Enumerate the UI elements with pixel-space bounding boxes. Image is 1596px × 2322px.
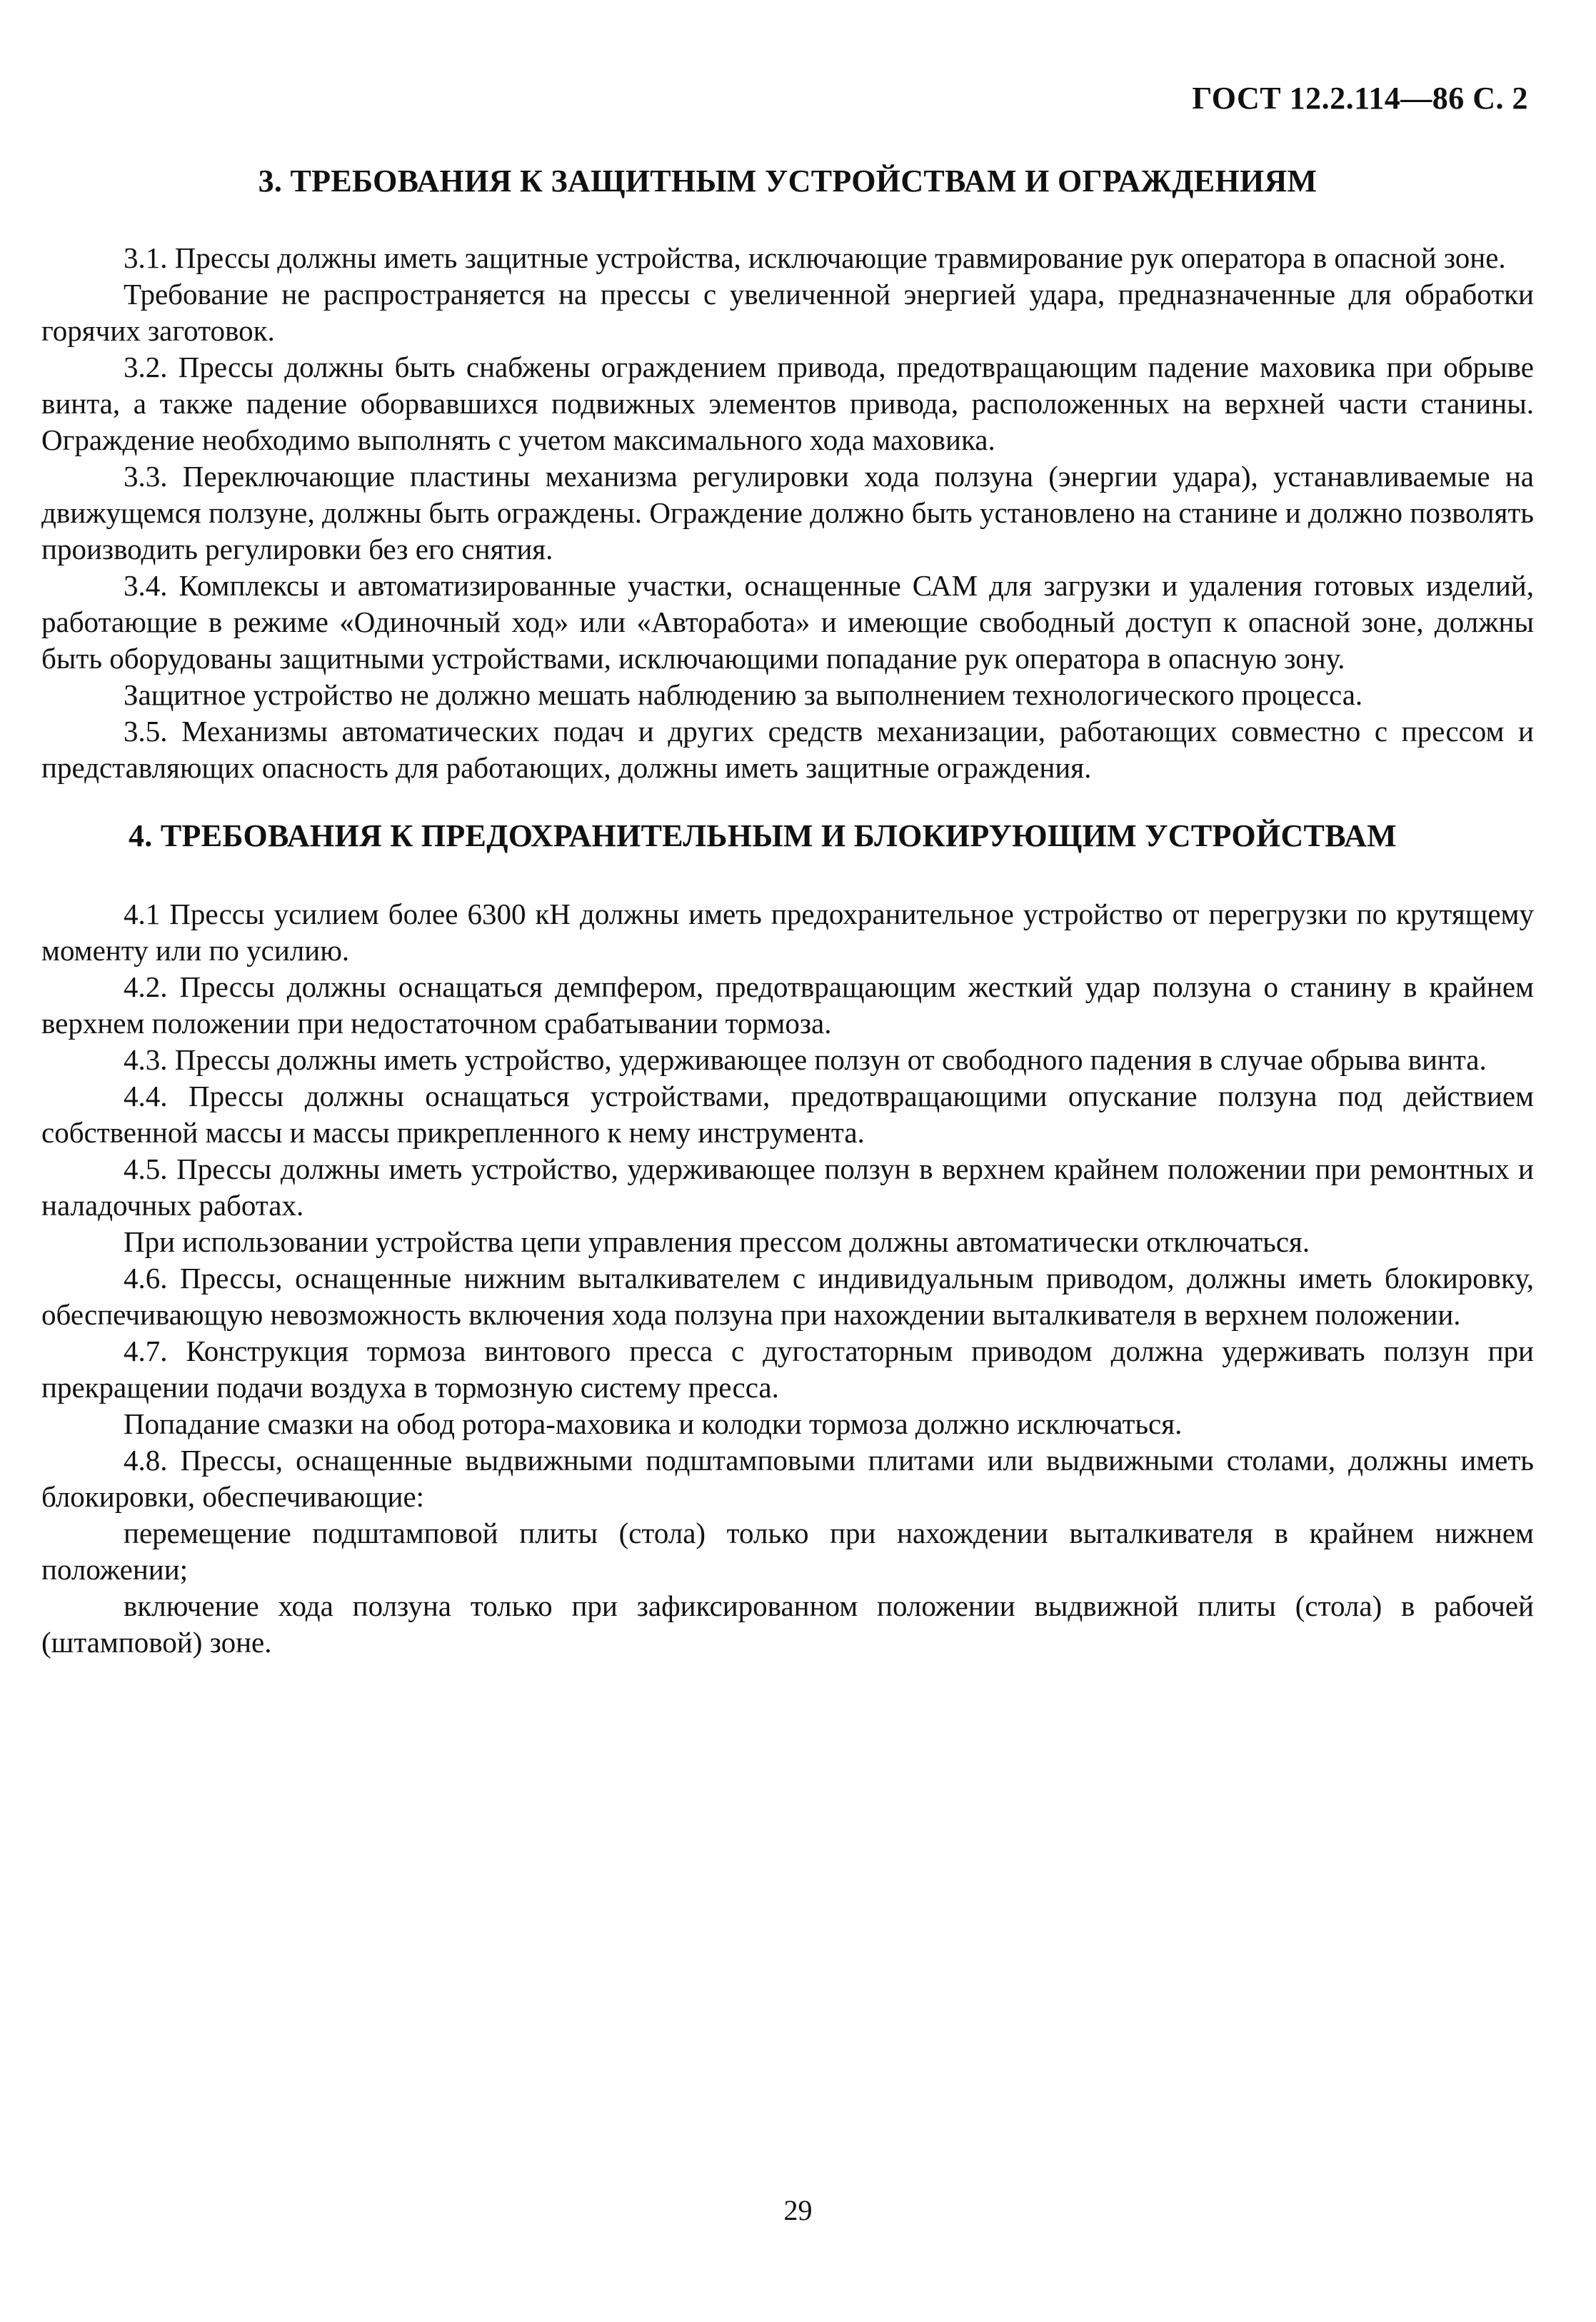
running-header: ГОСТ 12.2.114—86 С. 2 xyxy=(1192,81,1528,116)
section-3-title: 3. ТРЕБОВАНИЯ К ЗАЩИТНЫМ УСТРОЙСТВАМ И ОГРАЖДЕНИЯМ xyxy=(258,164,1318,198)
paragraph-4-5-note: При использовании устройства цепи управления прессом должны автоматически отключаться. xyxy=(124,1225,1310,1258)
paragraph-3-4-note: Защитное устройство не должно мешать наблюдению за выполнением технологического процесса. xyxy=(124,678,1363,711)
paragraph-3-1: 3.1. Прессы должны иметь защитные устройства, исключающие травмирование рук оператора в опасной зоне. xyxy=(124,241,1506,274)
paragraph-4-8-item-1: перемещение подштамповой плиты (стола) только при нахождении выталкивателя в крайнем нижнем положении; xyxy=(41,1517,1534,1586)
page-number: 29 xyxy=(783,2194,813,2226)
paragraph-4-7: 4.7. Конструкция тормоза винтового пресса с дугостаторным приводом должна удерживать ползун при прекращении подачи воздуха в тормозную систему пресса. xyxy=(41,1335,1534,1404)
paragraph-4-3: 4.3. Прессы должны иметь устройство, удерживающее ползун от свободного падения в случае обрыва винта. xyxy=(124,1043,1487,1076)
section-4-title: 4. ТРЕБОВАНИЯ К ПРЕДОХРАНИТЕЛЬНЫМ И БЛОКИРУЮЩИМ УСТРОЙСТВАМ xyxy=(128,818,1397,853)
paragraph-3-5: 3.5. Механизмы автоматических подач и других средств механизации, работающих совместно с прессом и представляющих опасность для работающих, должны иметь защитные ограждения. xyxy=(41,715,1534,784)
paragraph-4-4: 4.4. Прессы должны оснащаться устройствами, предотвращающими опускание ползуна под действием собственной массы и массы прикрепленного к нему инструмента. xyxy=(41,1080,1534,1149)
paragraph-4-5: 4.5. Прессы должны иметь устройство, удерживающее ползун в верхнем крайнем положении при ремонтных и наладочных работах. xyxy=(41,1152,1534,1222)
paragraph-4-7-note: Попадание смазки на обод ротора-маховика и колодки тормоза должно исключаться. xyxy=(124,1407,1183,1440)
paragraph-4-8: 4.8. Прессы, оснащенные выдвижными подштамповыми плитами или выдвижными столами, должны иметь блокировки, обеспечивающие: xyxy=(41,1444,1534,1513)
paragraph-3-1-note: Требование не распространяется на прессы с увеличенной энергией удара, предназначенные для обработки горячих заготовок. xyxy=(41,278,1534,347)
paragraph-4-8-item-2: включение хода ползуна только при зафиксированном положении выдвижной плиты (стола) в рабочей (штамповой) зоне. xyxy=(41,1589,1534,1659)
paragraph-4-1: 4.1 Прессы усилием более 6300 кН должны иметь предохранительное устройство от перегрузки по крутящему моменту или по усилию. xyxy=(41,898,1534,967)
paragraph-4-6: 4.6. Прессы, оснащенные нижним выталкивателем с индивидуальным приводом, должны иметь блокировку, обеспечивающую невозможность включения хода ползуна при нахождении выталкивателя в верхнем положении. xyxy=(41,1262,1534,1331)
paragraph-3-2: 3.2. Прессы должны быть снабжены ограждением привода, предотвращающим падение маховика при обрыве винта, а также падение оборвавшихся подвижных элементов привода, расположенных на верхней части станины. Ограждение необходимо выполнять с учетом максимального хода маховика. xyxy=(41,351,1534,456)
paragraph-3-4: 3.4. Комплексы и автоматизированные участки, оснащенные САМ для загрузки и удаления готовых изделий, работающие в режиме «Одиночный ход» или «Авторабота» и имеющие свободный доступ к опасной зоне, должны быть оборудованы защитными устройствами, исключающими попадание рук оператора в опасную зону. xyxy=(41,569,1534,675)
document-body xyxy=(41,159,1534,1661)
paragraph-4-2: 4.2. Прессы должны оснащаться демпфером, предотвращающим жесткий удар ползуна о станину в крайнем верхнем положении при недостаточном срабатывании тормоза. xyxy=(41,970,1534,1040)
paragraph-3-3: 3.3. Переключающие пластины механизма регулировки хода ползуна (энергии удара), устанавливаемые на движущемся ползуне, должны быть ограждены. Ограждение должно быть установлено на станине и должно позволять производить регулировки без его снятия. xyxy=(41,460,1534,566)
